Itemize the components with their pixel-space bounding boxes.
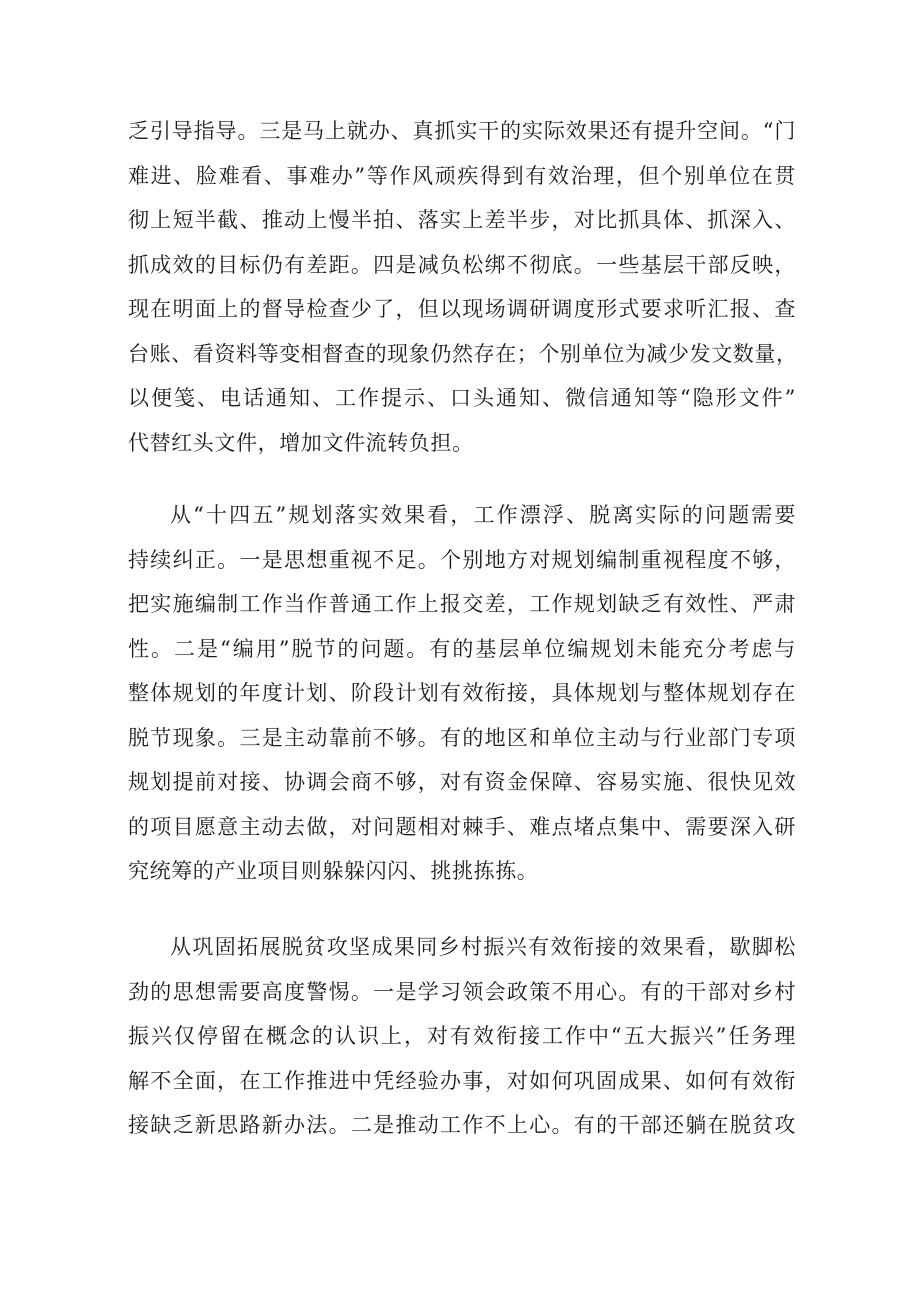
text-line: 持续纠正。一是思想重视不足。个别地方对规划编制重视程度不够， <box>128 547 796 572</box>
text-line: 从巩固拓展脱贫攻坚成果同乡村振兴有效衔接的效果看，歇脚松 <box>170 935 796 959</box>
text-line: 难进、脸难看、事难办”等作风顽疾得到有效治理，但个别单位在贯 <box>128 163 796 188</box>
text-line: 从“十四五”规划落实效果看，工作漂浮、脱离实际的问题需要 <box>170 503 796 527</box>
text-line: 乏引导指导。三是马上就办、真抓实干的实际效果还有提升空间。“门 <box>128 119 796 143</box>
text-line: 性。二是“编用”脱节的问题。有的基层单位编规划未能充分考虑与 <box>128 636 796 661</box>
text-line: 现在明面上的督导检查少了，但以现场调研调度形式要求听汇报、查 <box>128 297 796 321</box>
text-line: 接缺乏新思路新办法。二是推动工作不上心。有的干部还躺在脱贫攻 <box>128 1113 796 1137</box>
text-line: 抓成效的目标仍有差距。四是减负松绑不彻底。一些基层干部反映， <box>128 252 796 277</box>
text-line: 把实施编制工作当作普通工作上报交差，工作规划缺乏有效性、严肃 <box>128 592 796 616</box>
text-line: 以便笺、电话通知、工作提示、口头通知、微信通知等“隐形文件” <box>128 386 796 410</box>
text-line: 振兴仅停留在概念的认识上，对有效衔接工作中“五大振兴”任务理 <box>128 1024 796 1048</box>
paragraph-1 <box>128 109 796 465</box>
text-line: 解不全面，在工作推进中凭经验办事，对如何巩固成果、如何有效衔 <box>128 1068 796 1093</box>
text-line: 台账、看资料等变相督查的现象仍然存在；个别单位为减少发文数量， <box>128 341 798 366</box>
text-line: 代替红头文件，增加文件流转负担。 <box>128 430 474 455</box>
text-line: 脱节现象。三是主动靠前不够。有的地区和单位主动与行业部门专项 <box>128 725 796 750</box>
text-line: 整体规划的年度计划、阶段计划有效衔接，具体规划与整体规划存在 <box>128 681 796 705</box>
text-line: 究统筹的产业项目则躲躲闪闪、挑挑拣拣。 <box>128 859 539 883</box>
paragraph-3 <box>128 925 796 1148</box>
text-line: 的项目愿意主动去做，对问题相对棘手、难点堵点集中、需要深入研 <box>128 814 796 839</box>
text-line: 彻上短半截、推动上慢半拍、落实上差半步，对比抓具体、抓深入、 <box>128 208 796 232</box>
text-line: 规划提前对接、协调会商不够，对有资金保障、容易实施、很快见效 <box>128 770 796 794</box>
paragraph-2 <box>128 493 796 894</box>
text-line: 劲的思想需要高度警惕。一是学习领会政策不用心。有的干部对乡村 <box>128 979 796 1004</box>
